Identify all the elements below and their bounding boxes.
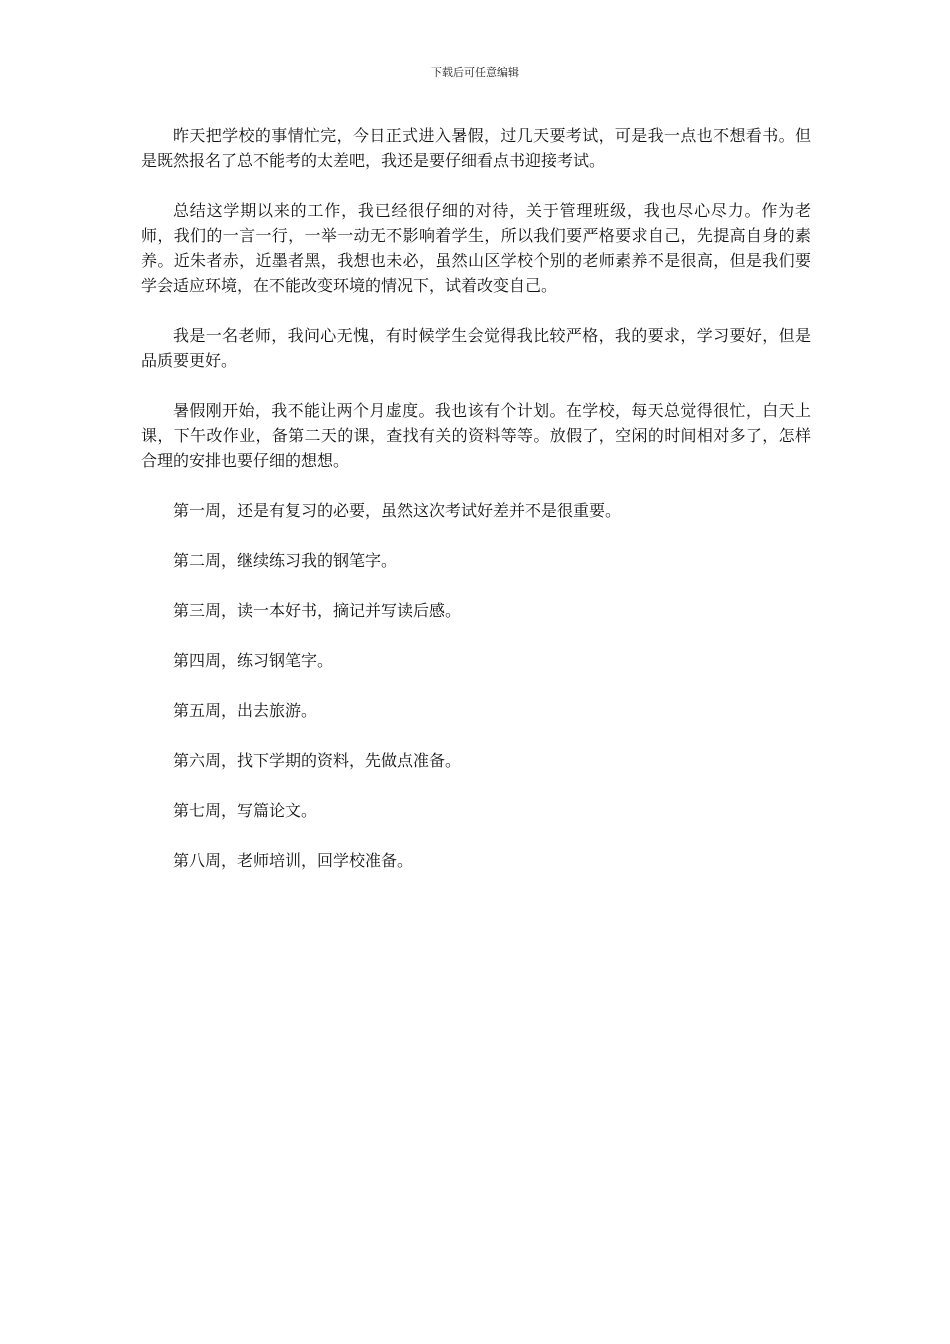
plan-week-3: 第三周，读一本好书，摘记并写读后感。 [173, 601, 462, 620]
plan-week-5: 第五周，出去旅游。 [173, 701, 318, 720]
plan-week-8: 第八周，老师培训，回学校准备。 [173, 851, 414, 870]
plan-week-1: 第一周，还是有复习的必要，虽然这次考试好差并不是很重要。 [173, 501, 622, 520]
paragraph-self: 我是一名老师，我问心无愧，有时候学生会觉得我比较严格，我的要求，学习要好，但是品质要更好。 [141, 326, 811, 370]
plan-week-7: 第七周，写篇论文。 [173, 801, 318, 820]
header-note: 下载后可任意编辑 [431, 66, 519, 79]
document-body [141, 123, 811, 898]
paragraph-plan: 暑假刚开始，我不能让两个月虚度。我也该有个计划。在学校，每天总觉得很忙，白天上课，下午改作业，备第二天的课，查找有关的资料等等。放假了，空闲的时间相对多了，怎样合理的安排也要仔细的想想。 [141, 401, 811, 470]
paragraph-intro: 昨天把学校的事情忙完，今日正式进入暑假，过几天要考试，可是我一点也不想看书。但是既然报名了总不能考的太差吧，我还是要仔细看点书迎接考试。 [141, 126, 811, 170]
plan-week-2: 第二周，继续练习我的钢笔字。 [173, 551, 398, 570]
paragraph-summary: 总结这学期以来的工作，我已经很仔细的对待，关于管理班级，我也尽心尽力。作为老师，我们的一言一行，一举一动无不影响着学生，所以我们要严格要求自己，先提高自身的素养。近朱者赤，近墨者黑，我想也未必，虽然山区学校个别的老师素养不是很高，但是我们要学会适应环境，在不能改变环境的情况下，试着改变自己。 [141, 201, 811, 295]
plan-week-6: 第六周，找下学期的资料，先做点准备。 [173, 751, 462, 770]
plan-week-4: 第四周，练习钢笔字。 [173, 651, 334, 670]
